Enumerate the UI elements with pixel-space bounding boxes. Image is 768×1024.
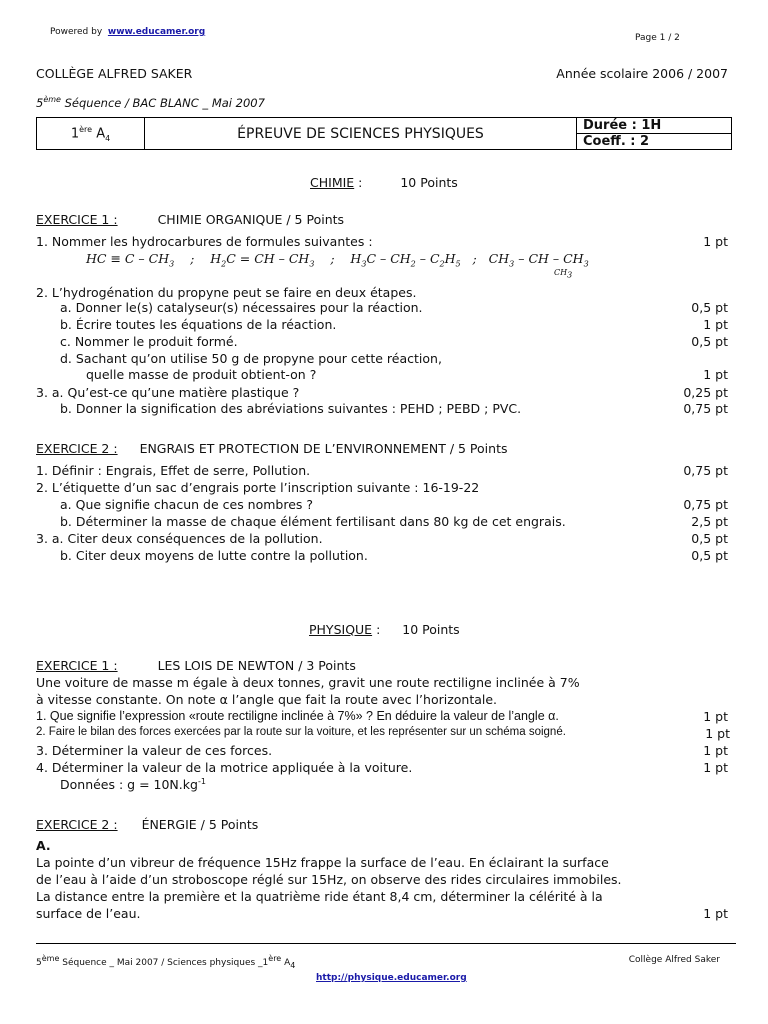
- c1-q2a: a. Donner le(s) catalyseur(s) nécessaires pour la réaction.: [60, 300, 423, 315]
- p1-q1: 1. Que signifie l’expression «route rectiligne inclinée à 7%» ? En déduire la valeur de l’angle α.: [36, 709, 559, 723]
- school-year: Année scolaire 2006 / 2007: [556, 66, 728, 81]
- c1-q2b-pts: 1 pt: [703, 317, 728, 332]
- duree-cell: Durée : 1H: [577, 118, 732, 134]
- physique-heading: PHYSIQUE : 10 Points: [309, 622, 460, 637]
- c1-q2b: b. Écrire toutes les équations de la réaction.: [60, 317, 337, 332]
- p2-text1: La pointe d’un vibreur de fréquence 15Hz frappe la surface de l’eau. En éclairant la surface: [36, 855, 609, 870]
- chimie-heading: CHIMIE : 10 Points: [310, 175, 458, 190]
- footer-left: 5ème Séquence _ Mai 2007 / Sciences physiques _1ère $A_4$: [36, 954, 296, 970]
- p1-q2-pts: 1 pt: [705, 726, 730, 741]
- c2-q2: 2. L’étiquette d’un sac d’engrais porte l’inscription suivante : 16-19-22: [36, 480, 480, 495]
- powered-by: Powered by www.educamer.org: [50, 27, 206, 37]
- c1-q2c: c. Nommer le produit formé.: [60, 334, 238, 349]
- c2-q3b: b. Citer deux moyens de lutte contre la pollution.: [60, 548, 368, 563]
- p1-q4: 4. Déterminer la valeur de la motrice appliquée à la voiture.: [36, 760, 413, 775]
- page-number: Page 1 / 2: [635, 33, 680, 43]
- p2-text-pts: 1 pt: [703, 906, 728, 921]
- c2-q1-pts: 0,75 pt: [683, 463, 728, 478]
- c1-q1-pts: 1 pt: [703, 234, 728, 249]
- p1-q3-pts: 1 pt: [703, 743, 728, 758]
- p1-q1-pts: 1 pt: [703, 709, 728, 724]
- p2-text3: La distance entre la première et la quatrième ride étant 8,4 cm, déterminer la célérité à la: [36, 889, 603, 904]
- physique-ex1-heading: EXERCICE 1 : LES LOIS DE NEWTON / 3 Points: [36, 658, 356, 673]
- educamer-link[interactable]: www.educamer.org: [107, 27, 206, 37]
- c2-q3a-pts: 0,5 pt: [691, 531, 728, 546]
- c1-q2a-pts: 0,5 pt: [691, 300, 728, 315]
- c2-q1: 1. Définir : Engrais, Effet de serre, Pollution.: [36, 463, 311, 478]
- p2-text4: surface de l’eau.: [36, 906, 141, 921]
- p1-intro2: à vitesse constante. On note α l’angle que fait la route avec l’horizontale.: [36, 692, 498, 707]
- p1-donnees: Données : $g = 10N.kg^{-1}$: [60, 777, 206, 793]
- chimie-ex2-heading: EXERCICE 2 : ENGRAIS ET PROTECTION DE L’ENVIRONNEMENT / 5 Points: [36, 441, 508, 456]
- chimie-ex1-heading: EXERCICE 1 : CHIMIE ORGANIQUE / 5 Points: [36, 212, 345, 227]
- c2-q2b-pts: 2,5 pt: [691, 514, 728, 529]
- c1-q1: 1. Nommer les hydrocarbures de formules suivantes :: [36, 234, 373, 249]
- physique-ex2-heading: EXERCICE 2 : ÉNERGIE / 5 Points: [36, 817, 259, 832]
- c2-q3a: 3. a. Citer deux conséquences de la pollution.: [36, 531, 323, 546]
- exam-header-table: [36, 117, 732, 150]
- p2-part-a: A.: [36, 838, 51, 853]
- c1-q3a-pts: 0,25 pt: [683, 385, 728, 400]
- hydrocarbon-formulas: HC ≡ C – $CH_3$ ; $H_2C$ = CH – $CH_3$ ; $H_3C - CH_2 - C_2H_5$ ; $CH_3$ – CH – $CH_3$: [86, 251, 589, 269]
- c1-q2d: d. Sachant qu’on utilise 50 g de propyne pour cette réaction,: [60, 351, 442, 366]
- c1-q3b: b. Donner la signification des abréviations suivantes : PEHD ; PEBD ; PVC.: [60, 401, 522, 416]
- p2-text2: de l’eau à l’aide d’un stroboscope réglé sur 15Hz, on observe des rides circulaires immobiles.: [36, 872, 622, 887]
- sequence-line: 5ème Séquence / BAC BLANC _ Mai 2007: [36, 95, 265, 110]
- coeff-cell: Coeff. : 2: [577, 134, 732, 150]
- c1-q2c-pts: 0,5 pt: [691, 334, 728, 349]
- methyl-branch: $CH_3$: [554, 268, 573, 280]
- class-cell: 1ère $A_4$: [37, 118, 145, 150]
- footer-link[interactable]: http://physique.educamer.org: [316, 973, 467, 983]
- c2-q2a-pts: 0,75 pt: [683, 497, 728, 512]
- c2-q3b-pts: 0,5 pt: [691, 548, 728, 563]
- footer-rule: [36, 943, 736, 944]
- c1-q3b-pts: 0,75 pt: [683, 401, 728, 416]
- p1-q3: 3. Déterminer la valeur de ces forces.: [36, 743, 273, 758]
- p1-intro1: Une voiture de masse m égale à deux tonnes, gravit une route rectiligne inclinée à 7%: [36, 675, 580, 690]
- footer-right: Collège Alfred Saker: [628, 955, 720, 965]
- c1-q2: 2. L’hydrogénation du propyne peut se faire en deux étapes.: [36, 285, 417, 300]
- c2-q2a: a. Que signifie chacun de ces nombres ?: [60, 497, 314, 512]
- school-name: COLLÈGE ALFRED SAKER: [36, 66, 193, 81]
- p1-q4-pts: 1 pt: [703, 760, 728, 775]
- c1-q2d-pts: 1 pt: [703, 367, 728, 382]
- c1-q2d-cont: quelle masse de produit obtient-on ?: [86, 367, 317, 382]
- epreuve-title: ÉPREUVE DE SCIENCES PHYSIQUES: [145, 118, 577, 150]
- c2-q2b: b. Déterminer la masse de chaque élément fertilisant dans 80 kg de cet engrais.: [60, 514, 566, 529]
- p1-q2: 2. Faire le bilan des forces exercées par la route sur la voiture, et les représenter sur un schéma soigné.: [36, 726, 566, 738]
- c1-q3a: 3. a. Qu’est-ce qu’une matière plastique ?: [36, 385, 300, 400]
